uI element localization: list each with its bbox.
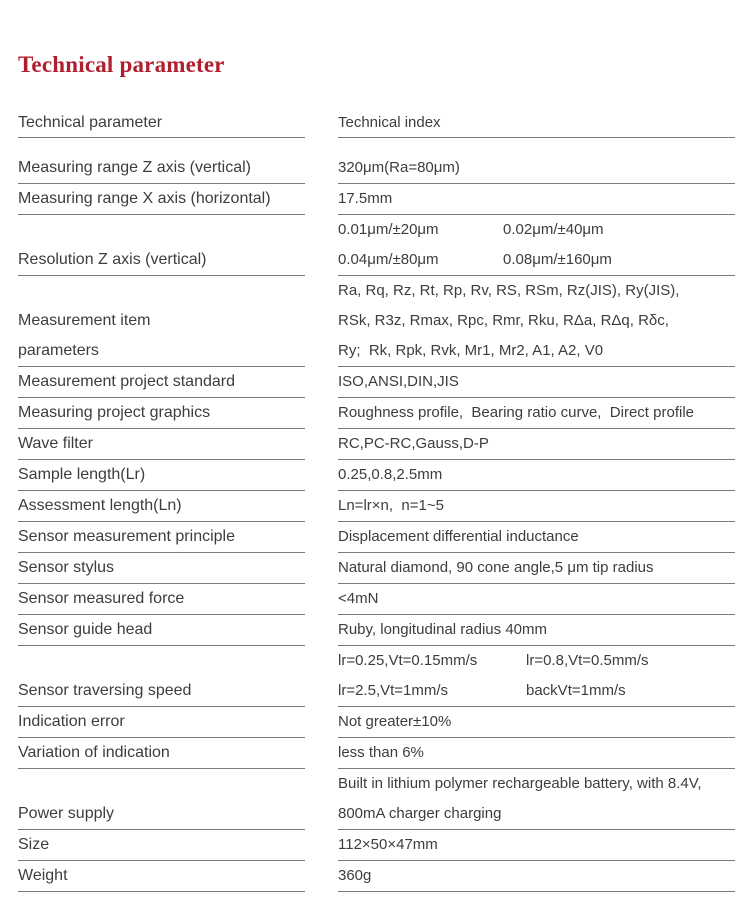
table-row-weight — [18, 861, 735, 892]
spec-table — [18, 108, 735, 892]
value-cell-indication-error — [338, 707, 735, 738]
value-cell-weight — [338, 861, 735, 892]
label-cell-variation-of-indication — [18, 738, 305, 769]
value-line — [338, 245, 735, 275]
spec-table-body — [18, 153, 735, 892]
label-text: Indication error — [18, 713, 125, 730]
label-text: Sensor measurement principle — [18, 528, 235, 545]
label-text: Variation of indication — [18, 744, 170, 761]
label-text: Power supply — [18, 805, 115, 822]
value-cell-measuring-project-graphics — [338, 398, 735, 429]
table-row-sensor-stylus — [18, 553, 735, 584]
value-text: Ry; Rk, Rpk, Rvk, Mr1, Mr2, A1, A2, V0 — [338, 342, 604, 359]
label-text: Measuring range X axis (horizontal) — [18, 190, 271, 207]
label-cell-indication-error — [18, 707, 305, 738]
value-cell-resolution-z — [338, 215, 735, 276]
value-cell-size — [338, 830, 735, 861]
label-cell-measuring-range-x — [18, 184, 305, 215]
value-text: ISO,ANSI,DIN,JIS — [338, 373, 459, 390]
label-cell-assessment-length — [18, 491, 305, 522]
value-cell-sensor-measured-force — [338, 584, 735, 615]
label-cell-measuring-project-graphics — [18, 398, 305, 429]
value-line — [338, 707, 735, 737]
value-text: 17.5mm — [338, 190, 393, 207]
value-line — [338, 276, 735, 306]
value-line — [338, 769, 735, 799]
value-cell-power-supply — [338, 769, 735, 830]
value-text: 0.04μm/±80μm — [338, 251, 439, 268]
label-cell-sensor-traversing-speed — [18, 646, 305, 707]
value-line — [338, 799, 735, 829]
value-line — [338, 491, 735, 521]
value-cell-wave-filter — [338, 429, 735, 460]
value-cell-sensor-stylus — [338, 553, 735, 584]
table-row-sensor-guide-head — [18, 615, 735, 646]
value-line — [338, 861, 735, 891]
label-text: Wave filter — [18, 435, 93, 452]
table-row-sensor-measured-force — [18, 584, 735, 615]
table-row-measuring-project-graphics — [18, 398, 735, 429]
label-text: Measuring range Z axis (vertical) — [18, 159, 251, 176]
table-row-sensor-measurement-principle — [18, 522, 735, 553]
value-cell-variation-of-indication — [338, 738, 735, 769]
value-line — [338, 306, 735, 336]
value-text: Ruby, longitudinal radius 40mm — [338, 621, 547, 638]
value-line — [338, 215, 735, 245]
table-row-measurement-item-parameters — [18, 276, 735, 367]
label-text: Assessment length(Ln) — [18, 497, 182, 514]
label-cell-sensor-guide-head — [18, 615, 305, 646]
value-line — [338, 676, 735, 706]
label-cell-sensor-measurement-principle — [18, 522, 305, 553]
table-row-sensor-traversing-speed — [18, 646, 735, 707]
label-text: Sensor guide head — [18, 621, 153, 638]
table-header-right: Technical index — [338, 108, 735, 138]
label-text: Weight — [18, 867, 68, 884]
value-text: lr=2.5,Vt=1mm/s — [338, 682, 449, 699]
label-text: Measurement project standard — [18, 373, 235, 390]
value-cell-sensor-measurement-principle — [338, 522, 735, 553]
value-line — [338, 830, 735, 860]
label-cell-resolution-z — [18, 215, 305, 276]
value-text: 0.02μm/±40μm — [503, 221, 604, 238]
table-row-measuring-range-z — [18, 153, 735, 184]
value-text: 800mA charger charging — [338, 805, 502, 822]
value-line — [338, 153, 735, 183]
value-cell-sample-length — [338, 460, 735, 491]
table-row-assessment-length — [18, 491, 735, 522]
value-cell-sensor-traversing-speed — [338, 646, 735, 707]
label-cell-power-supply — [18, 769, 305, 830]
value-text: <4mN — [338, 590, 379, 607]
label-text: Resolution Z axis (vertical) — [18, 251, 207, 268]
value-line — [338, 522, 735, 552]
label-text: parameters — [18, 342, 99, 359]
value-line — [338, 398, 735, 428]
value-cell-measuring-range-z — [338, 153, 735, 184]
table-row-variation-of-indication — [18, 738, 735, 769]
label-cell-sensor-stylus — [18, 553, 305, 584]
label-cell-measurement-item-parameters — [18, 276, 305, 367]
label-text: Sensor stylus — [18, 559, 115, 576]
value-cell-measurement-item-parameters — [338, 276, 735, 367]
value-text: Natural diamond, 90 cone angle,5 μm tip radius — [338, 559, 654, 576]
label-text: Sensor measured force — [18, 590, 185, 607]
value-text: Roughness profile, Bearing ratio curve, Direct profile — [338, 404, 695, 421]
label-text: Size — [18, 836, 50, 853]
label-cell-sample-length — [18, 460, 305, 491]
value-text: 320μm(Ra=80μm) — [338, 159, 460, 176]
value-text: Displacement differential inductance — [338, 528, 579, 545]
value-text: RSk, R3z, Rmax, Rpc, Rmr, Rku, RΔa, RΔq, Rδc, — [338, 312, 669, 329]
value-line — [338, 738, 735, 768]
value-line — [338, 615, 735, 645]
table-row-wave-filter — [18, 429, 735, 460]
value-text: less than 6% — [338, 744, 424, 761]
value-line — [338, 429, 735, 459]
label-cell-sensor-measured-force — [18, 584, 305, 615]
value-cell-measuring-range-x — [338, 184, 735, 215]
label-cell-measurement-project-standard — [18, 367, 305, 398]
value-text: 360g — [338, 867, 372, 884]
value-text: RC,PC-RC,Gauss,D-P — [338, 435, 489, 452]
value-text: backVt=1mm/s — [526, 682, 626, 699]
table-row-measuring-range-x — [18, 184, 735, 215]
value-line — [338, 460, 735, 490]
table-header-left: Technical parameter — [18, 108, 305, 138]
value-text: Built in lithium polymer rechargeable battery, with 8.4V, — [338, 775, 702, 792]
label-cell-wave-filter — [18, 429, 305, 460]
value-line — [338, 184, 735, 214]
label-text: Measuring project graphics — [18, 404, 211, 421]
table-row-size — [18, 830, 735, 861]
label-cell-size — [18, 830, 305, 861]
value-line — [338, 646, 735, 676]
table-row-measurement-project-standard — [18, 367, 735, 398]
table-row-power-supply — [18, 769, 735, 830]
value-text: 0.01μm/±20μm — [338, 221, 439, 238]
table-row-indication-error — [18, 707, 735, 738]
value-cell-sensor-guide-head — [338, 615, 735, 646]
label-text: Sensor traversing speed — [18, 682, 192, 699]
value-line — [338, 336, 735, 366]
table-header-row — [18, 108, 735, 138]
page-title: Technical parameter — [18, 52, 225, 77]
value-cell-assessment-length — [338, 491, 735, 522]
label-text: Sample length(Lr) — [18, 466, 146, 483]
value-text: lr=0.25,Vt=0.15mm/s — [338, 652, 478, 669]
value-line — [338, 553, 735, 583]
value-text: Ra, Rq, Rz, Rt, Rp, Rv, RS, RSm, Rz(JIS), Ry(JIS), — [338, 282, 680, 299]
label-cell-weight — [18, 861, 305, 892]
value-line — [338, 367, 735, 397]
table-row-resolution-z — [18, 215, 735, 276]
table-row-sample-length — [18, 460, 735, 491]
value-cell-measurement-project-standard — [338, 367, 735, 398]
value-text: Ln=lr×n, n=1~5 — [338, 497, 444, 514]
value-text: 0.08μm/±160μm — [503, 251, 612, 268]
value-text: 0.25,0.8,2.5mm — [338, 466, 443, 483]
value-line — [338, 584, 735, 614]
value-text: lr=0.8,Vt=0.5mm/s — [526, 652, 649, 669]
value-text: Not greater±10% — [338, 713, 452, 730]
label-cell-measuring-range-z — [18, 153, 305, 184]
value-text: 112×50×47mm — [338, 836, 438, 853]
label-text: Measurement item — [18, 312, 151, 329]
